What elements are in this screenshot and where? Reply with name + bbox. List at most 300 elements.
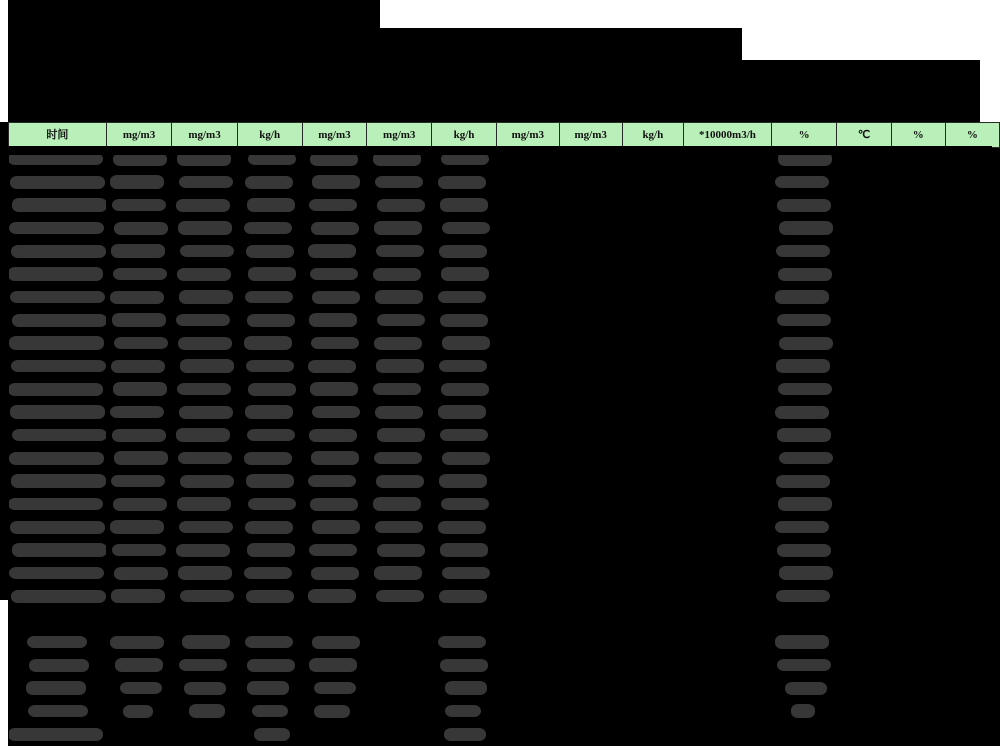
cell-time bbox=[9, 148, 107, 171]
column-header-time: 时间 bbox=[9, 123, 107, 148]
cell-c5 bbox=[367, 332, 432, 355]
cell-c10 bbox=[684, 309, 772, 332]
cell-c7 bbox=[496, 355, 559, 378]
cell-c5 bbox=[367, 631, 432, 654]
cell-c1 bbox=[106, 585, 172, 608]
column-header-c10: *10000m3/h bbox=[684, 123, 772, 148]
cell-c11 bbox=[771, 171, 837, 194]
cell-c13 bbox=[891, 309, 945, 332]
cell-c3 bbox=[237, 171, 302, 194]
cell-c12 bbox=[837, 723, 891, 746]
redacted-value bbox=[248, 153, 296, 165]
redacted-value bbox=[779, 221, 833, 235]
cell-c3 bbox=[237, 240, 302, 263]
redacted-value bbox=[376, 475, 424, 488]
redacted-value bbox=[374, 452, 422, 464]
cell-c9 bbox=[622, 240, 683, 263]
cell-c7 bbox=[496, 654, 559, 677]
cell-c4 bbox=[302, 516, 367, 539]
cell-c7 bbox=[496, 585, 559, 608]
cell-c1 bbox=[106, 424, 172, 447]
cell-c10 bbox=[684, 677, 772, 700]
cell-c5 bbox=[367, 654, 432, 677]
column-header-c11: % bbox=[771, 123, 837, 148]
redacted-value bbox=[9, 452, 104, 465]
cell-c1 bbox=[106, 217, 172, 240]
redacted-value bbox=[245, 636, 293, 648]
cell-c11 bbox=[771, 654, 837, 677]
cell-c4 bbox=[302, 332, 367, 355]
cell-c10 bbox=[684, 286, 772, 309]
cell-c10 bbox=[684, 424, 772, 447]
cell-time bbox=[9, 470, 107, 493]
cell-c3 bbox=[237, 493, 302, 516]
cell-c1 bbox=[106, 539, 172, 562]
cell-c11 bbox=[771, 723, 837, 746]
redacted-value bbox=[314, 705, 350, 718]
cell-c12 bbox=[837, 355, 891, 378]
cell-c2 bbox=[172, 608, 238, 631]
cell-c11 bbox=[771, 286, 837, 309]
cell-c8 bbox=[559, 539, 622, 562]
cell-c2 bbox=[172, 263, 238, 286]
cell-c3 bbox=[237, 700, 302, 723]
cell-c9 bbox=[622, 516, 683, 539]
cell-c6 bbox=[432, 240, 497, 263]
redacted-value bbox=[777, 314, 831, 326]
cell-c4 bbox=[302, 401, 367, 424]
redacted-value bbox=[442, 222, 490, 234]
cell-c2 bbox=[172, 516, 238, 539]
cell-c1 bbox=[106, 171, 172, 194]
cell-c1 bbox=[106, 401, 172, 424]
cell-c9 bbox=[622, 447, 683, 470]
redacted-value bbox=[375, 176, 423, 188]
cell-c10 bbox=[684, 539, 772, 562]
cell-c12 bbox=[837, 401, 891, 424]
cell-c8 bbox=[559, 562, 622, 585]
cell-c8 bbox=[559, 332, 622, 355]
redacted-value bbox=[373, 152, 421, 166]
cell-c8 bbox=[559, 608, 622, 631]
redacted-value bbox=[779, 337, 833, 350]
redacted-value bbox=[247, 543, 295, 557]
redacted-value bbox=[373, 383, 421, 395]
cell-c12 bbox=[837, 148, 891, 171]
redacted-value bbox=[247, 659, 295, 672]
redacted-value bbox=[244, 222, 292, 234]
cell-time bbox=[9, 240, 107, 263]
cell-c10 bbox=[684, 608, 772, 631]
cell-c5 bbox=[367, 424, 432, 447]
redacted-value bbox=[247, 198, 295, 212]
redacted-value bbox=[312, 175, 360, 189]
redacted-value bbox=[10, 176, 105, 189]
redacted-value bbox=[244, 567, 292, 579]
cell-c13 bbox=[891, 424, 945, 447]
table-header bbox=[9, 123, 1000, 148]
cell-c2 bbox=[172, 309, 238, 332]
cell-c14 bbox=[945, 723, 999, 746]
cell-c11 bbox=[771, 355, 837, 378]
cell-time bbox=[9, 309, 107, 332]
cell-c13 bbox=[891, 447, 945, 470]
column-header-c12: ℃ bbox=[837, 123, 891, 148]
cell-c5 bbox=[367, 194, 432, 217]
redacted-value bbox=[110, 636, 164, 649]
cell-c9 bbox=[622, 562, 683, 585]
redacted-value bbox=[438, 176, 486, 189]
cell-c2 bbox=[172, 562, 238, 585]
redacted-value bbox=[442, 336, 490, 350]
cell-c14 bbox=[945, 401, 999, 424]
cell-c11 bbox=[771, 539, 837, 562]
redacted-value bbox=[112, 429, 166, 442]
column-header-c5: mg/m3 bbox=[367, 123, 432, 148]
redacted-value bbox=[777, 659, 831, 671]
cell-c4 bbox=[302, 539, 367, 562]
cell-time bbox=[9, 286, 107, 309]
cell-c1 bbox=[106, 700, 172, 723]
cell-c10 bbox=[684, 401, 772, 424]
cell-c8 bbox=[559, 194, 622, 217]
cell-c5 bbox=[367, 493, 432, 516]
cell-c1 bbox=[106, 263, 172, 286]
table-row bbox=[9, 171, 1000, 194]
cell-c1 bbox=[106, 309, 172, 332]
redacted-value bbox=[776, 245, 830, 257]
cell-time bbox=[9, 631, 107, 654]
cell-c9 bbox=[622, 355, 683, 378]
cell-c10 bbox=[684, 263, 772, 286]
redacted-value bbox=[244, 336, 292, 350]
cell-c2 bbox=[172, 401, 238, 424]
column-header-c2: mg/m3 bbox=[172, 123, 238, 148]
table-row bbox=[9, 286, 1000, 309]
cell-c6 bbox=[432, 608, 497, 631]
cell-c1 bbox=[106, 493, 172, 516]
cell-c9 bbox=[622, 424, 683, 447]
cell-c11 bbox=[771, 562, 837, 585]
cell-c11 bbox=[771, 332, 837, 355]
cell-c6 bbox=[432, 631, 497, 654]
cell-c14 bbox=[945, 700, 999, 723]
cell-time bbox=[9, 263, 107, 286]
cell-c12 bbox=[837, 240, 891, 263]
redacted-value bbox=[777, 199, 831, 212]
cell-c10 bbox=[684, 585, 772, 608]
redacted-value bbox=[377, 314, 425, 326]
cell-c2 bbox=[172, 539, 238, 562]
cell-c6 bbox=[432, 562, 497, 585]
cell-c12 bbox=[837, 263, 891, 286]
cell-c1 bbox=[106, 654, 172, 677]
column-header-c8: mg/m3 bbox=[559, 123, 622, 148]
redacted-value bbox=[254, 728, 290, 741]
cell-time bbox=[9, 654, 107, 677]
cell-c4 bbox=[302, 171, 367, 194]
table-row bbox=[9, 516, 1000, 539]
cell-c3 bbox=[237, 424, 302, 447]
cell-c13 bbox=[891, 631, 945, 654]
redacted-value bbox=[247, 681, 289, 695]
cell-c4 bbox=[302, 585, 367, 608]
redacted-value bbox=[247, 314, 295, 327]
cell-c1 bbox=[106, 562, 172, 585]
redacted-value bbox=[309, 199, 357, 211]
redacted-value bbox=[27, 636, 87, 648]
redacted-value bbox=[438, 405, 486, 419]
redacted-value bbox=[177, 383, 231, 395]
cell-c7 bbox=[496, 447, 559, 470]
cell-c8 bbox=[559, 447, 622, 470]
cell-c14 bbox=[945, 309, 999, 332]
cell-c4 bbox=[302, 677, 367, 700]
cell-c3 bbox=[237, 470, 302, 493]
cell-c9 bbox=[622, 539, 683, 562]
redacted-value bbox=[111, 360, 165, 373]
cell-c5 bbox=[367, 470, 432, 493]
cell-c7 bbox=[496, 424, 559, 447]
redacted-value bbox=[374, 221, 422, 235]
cell-c7 bbox=[496, 240, 559, 263]
redacted-value bbox=[113, 498, 167, 511]
cell-c10 bbox=[684, 194, 772, 217]
cell-c3 bbox=[237, 608, 302, 631]
cell-c13 bbox=[891, 148, 945, 171]
redacted-value bbox=[375, 406, 423, 419]
cell-c13 bbox=[891, 217, 945, 240]
cell-time bbox=[9, 217, 107, 240]
redacted-value bbox=[179, 176, 233, 188]
redacted-value bbox=[178, 337, 232, 350]
paper-edge-left-top bbox=[0, 0, 8, 122]
cell-c14 bbox=[945, 539, 999, 562]
cell-c10 bbox=[684, 171, 772, 194]
cell-c1 bbox=[106, 677, 172, 700]
cell-c14 bbox=[945, 585, 999, 608]
cell-time bbox=[9, 447, 107, 470]
cell-time bbox=[9, 401, 107, 424]
redacted-value bbox=[776, 359, 830, 373]
cell-c2 bbox=[172, 585, 238, 608]
redacted-value bbox=[252, 705, 288, 717]
redacted-value bbox=[775, 176, 829, 188]
cell-c12 bbox=[837, 171, 891, 194]
redacted-value bbox=[440, 314, 488, 327]
redacted-value bbox=[123, 705, 153, 718]
cell-c7 bbox=[496, 378, 559, 401]
redacted-value bbox=[442, 452, 490, 465]
cell-c13 bbox=[891, 562, 945, 585]
cell-c13 bbox=[891, 539, 945, 562]
redacted-value bbox=[177, 152, 231, 166]
cell-c7 bbox=[496, 148, 559, 171]
column-header-c6: kg/h bbox=[432, 123, 497, 148]
cell-c8 bbox=[559, 424, 622, 447]
cell-c7 bbox=[496, 332, 559, 355]
cell-c13 bbox=[891, 723, 945, 746]
cell-c2 bbox=[172, 355, 238, 378]
redacted-value bbox=[177, 268, 231, 281]
cell-c12 bbox=[837, 378, 891, 401]
redacted-value bbox=[178, 221, 232, 235]
cell-c6 bbox=[432, 654, 497, 677]
redacted-value bbox=[312, 406, 360, 418]
table-row bbox=[9, 447, 1000, 470]
cell-c14 bbox=[945, 171, 999, 194]
cell-c11 bbox=[771, 631, 837, 654]
cell-c8 bbox=[559, 723, 622, 746]
cell-c6 bbox=[432, 217, 497, 240]
cell-c4 bbox=[302, 309, 367, 332]
cell-c4 bbox=[302, 723, 367, 746]
cell-c11 bbox=[771, 217, 837, 240]
cell-c7 bbox=[496, 171, 559, 194]
redacted-value bbox=[12, 314, 106, 327]
cell-c7 bbox=[496, 470, 559, 493]
redacted-value bbox=[776, 590, 830, 602]
redacted-value bbox=[9, 498, 103, 510]
redacted-value bbox=[440, 198, 488, 212]
cell-c12 bbox=[837, 447, 891, 470]
cell-c4 bbox=[302, 562, 367, 585]
cell-c8 bbox=[559, 493, 622, 516]
cell-c2 bbox=[172, 700, 238, 723]
cell-time bbox=[9, 562, 107, 585]
cell-c5 bbox=[367, 378, 432, 401]
redacted-value bbox=[309, 658, 357, 672]
cell-c9 bbox=[622, 677, 683, 700]
cell-c8 bbox=[559, 631, 622, 654]
cell-c12 bbox=[837, 286, 891, 309]
cell-c13 bbox=[891, 654, 945, 677]
redacted-value bbox=[11, 360, 106, 372]
cell-c3 bbox=[237, 286, 302, 309]
cell-c1 bbox=[106, 240, 172, 263]
cell-c10 bbox=[684, 148, 772, 171]
cell-c6 bbox=[432, 378, 497, 401]
cell-c10 bbox=[684, 332, 772, 355]
cell-c6 bbox=[432, 470, 497, 493]
cell-c13 bbox=[891, 608, 945, 631]
cell-c2 bbox=[172, 171, 238, 194]
cell-c11 bbox=[771, 240, 837, 263]
cell-c4 bbox=[302, 378, 367, 401]
redacted-value bbox=[308, 589, 356, 603]
redacted-value bbox=[114, 451, 168, 465]
redacted-value bbox=[377, 428, 425, 442]
cell-c9 bbox=[622, 263, 683, 286]
cell-c13 bbox=[891, 286, 945, 309]
cell-c4 bbox=[302, 470, 367, 493]
redacted-value bbox=[179, 659, 227, 671]
cell-c12 bbox=[837, 677, 891, 700]
cell-c6 bbox=[432, 447, 497, 470]
cell-c12 bbox=[837, 424, 891, 447]
redacted-value bbox=[12, 429, 106, 441]
cell-time bbox=[9, 171, 107, 194]
cell-time bbox=[9, 585, 107, 608]
redacted-value bbox=[438, 291, 486, 303]
cell-c9 bbox=[622, 493, 683, 516]
redacted-value bbox=[373, 268, 421, 281]
cell-time bbox=[9, 677, 107, 700]
cell-c12 bbox=[837, 194, 891, 217]
cell-c5 bbox=[367, 286, 432, 309]
cell-c3 bbox=[237, 355, 302, 378]
cell-c10 bbox=[684, 562, 772, 585]
cell-c6 bbox=[432, 539, 497, 562]
cell-c9 bbox=[622, 401, 683, 424]
cell-time bbox=[9, 539, 107, 562]
cell-c3 bbox=[237, 378, 302, 401]
cell-c4 bbox=[302, 194, 367, 217]
cell-c14 bbox=[945, 562, 999, 585]
cell-time bbox=[9, 378, 107, 401]
cell-c1 bbox=[106, 723, 172, 746]
redacted-value bbox=[442, 567, 490, 579]
cell-c1 bbox=[106, 194, 172, 217]
column-header-c13: % bbox=[891, 123, 945, 148]
redacted-value bbox=[775, 521, 829, 533]
redacted-value bbox=[440, 659, 488, 672]
cell-c11 bbox=[771, 263, 837, 286]
cell-c11 bbox=[771, 194, 837, 217]
cell-c7 bbox=[496, 493, 559, 516]
redacted-value bbox=[445, 705, 481, 717]
redacted-value bbox=[439, 245, 487, 258]
cell-c13 bbox=[891, 585, 945, 608]
paper-edge-right-lower bbox=[980, 60, 1000, 122]
redacted-value bbox=[791, 704, 815, 718]
redacted-value bbox=[111, 589, 165, 603]
cell-c12 bbox=[837, 631, 891, 654]
cell-c9 bbox=[622, 654, 683, 677]
table-row bbox=[9, 263, 1000, 286]
cell-c11 bbox=[771, 424, 837, 447]
redacted-value bbox=[113, 382, 167, 396]
redacted-value bbox=[189, 704, 225, 718]
cell-c11 bbox=[771, 148, 837, 171]
cell-c14 bbox=[945, 677, 999, 700]
cell-c10 bbox=[684, 723, 772, 746]
cell-c2 bbox=[172, 493, 238, 516]
redacted-value bbox=[10, 521, 105, 534]
redacted-value bbox=[246, 590, 294, 603]
redacted-value bbox=[113, 153, 167, 166]
redacted-value bbox=[310, 498, 358, 511]
redacted-value bbox=[444, 728, 486, 741]
redacted-value bbox=[309, 429, 357, 442]
redacted-value bbox=[28, 705, 88, 717]
redacted-value bbox=[179, 521, 233, 533]
redacted-value bbox=[180, 359, 234, 373]
redacted-value bbox=[441, 153, 489, 165]
cell-c6 bbox=[432, 263, 497, 286]
paper-edge-top-right bbox=[380, 0, 1000, 28]
redacted-value bbox=[785, 682, 827, 695]
redacted-value bbox=[110, 520, 164, 534]
redacted-value bbox=[11, 245, 106, 258]
column-header-c4: mg/m3 bbox=[302, 123, 367, 148]
table-row bbox=[9, 700, 1000, 723]
table-row bbox=[9, 470, 1000, 493]
cell-c10 bbox=[684, 447, 772, 470]
cell-c10 bbox=[684, 631, 772, 654]
cell-c4 bbox=[302, 424, 367, 447]
cell-c5 bbox=[367, 700, 432, 723]
